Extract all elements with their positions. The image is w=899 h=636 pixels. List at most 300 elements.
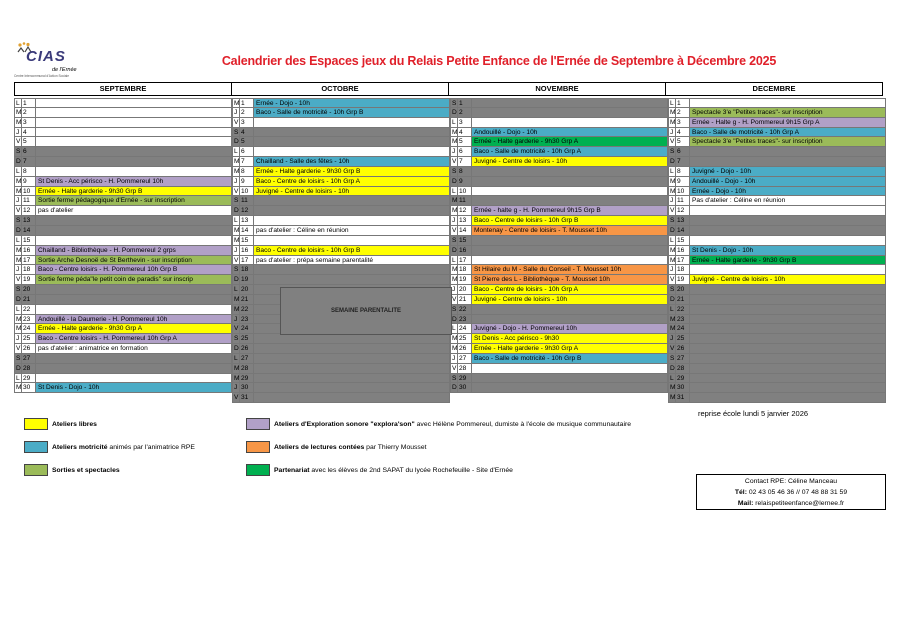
day-activity: [36, 137, 232, 146]
day-number: 21: [240, 295, 254, 304]
day-letter: M: [452, 138, 458, 146]
day-row: [232, 187, 450, 197]
day-row: [450, 305, 668, 315]
day-number: 25: [22, 334, 36, 343]
day-activity: [254, 137, 450, 146]
month-column-october: [232, 98, 450, 403]
day-letter: V: [16, 138, 21, 146]
day-number: 10: [676, 187, 690, 196]
day-activity: pas d'atelier : Céline en réunion: [254, 226, 450, 235]
day-activity: Andouillé - la Daumerie - H. Pommereul 10h: [36, 315, 232, 324]
day-number: 26: [458, 344, 472, 353]
day-row: [14, 177, 232, 187]
day-activity: [472, 374, 668, 383]
day-number: 20: [22, 285, 36, 294]
day-row: [14, 108, 232, 118]
day-row: [232, 275, 450, 285]
day-activity: [254, 364, 450, 373]
day-activity: Baco - Salle de motricité - 10h Grp A: [472, 147, 668, 156]
day-activity: [690, 334, 886, 343]
day-activity: Sortie ferme péda"le petit coin de paradis" sur inscrip: [36, 275, 232, 284]
day-row: [14, 295, 232, 305]
contact-mail: [697, 498, 885, 509]
day-number: 4: [676, 128, 690, 137]
day-letter: S: [670, 286, 675, 294]
day-row: [668, 305, 886, 315]
day-activity: Chailland - Bibliothèque - H. Pommereul 2 grps: [36, 246, 232, 255]
day-row: [232, 393, 450, 403]
day-letter: L: [14, 167, 22, 176]
day-letter: J: [14, 334, 22, 343]
day-number: 6: [676, 147, 690, 156]
day-letter: M: [16, 325, 22, 333]
day-row: [668, 265, 886, 275]
day-letter: V: [670, 345, 675, 353]
day-number: 2: [240, 108, 254, 117]
day-row: [668, 393, 886, 403]
day-activity: [254, 236, 450, 245]
day-row: [14, 285, 232, 295]
contact-mail-label: Mail:: [737, 500, 754, 507]
day-letter: M: [234, 236, 240, 244]
day-number: 21: [676, 295, 690, 304]
legend-label-bold: Sorties et spectacles: [52, 466, 120, 474]
day-row: [14, 344, 232, 354]
day-letter: S: [452, 305, 457, 313]
day-row: [450, 187, 668, 197]
day-row: [450, 137, 668, 147]
day-row: [232, 364, 450, 374]
day-number: 1: [676, 99, 690, 107]
day-number: 9: [240, 177, 254, 186]
day-activity: [472, 108, 668, 117]
day-letter: D: [234, 138, 239, 146]
day-activity: [690, 216, 886, 225]
day-row: [14, 315, 232, 325]
legend-label-rest: animés par l'animatrice RPE: [107, 443, 195, 451]
day-letter: L: [14, 374, 22, 383]
day-letter: L: [668, 99, 676, 107]
day-number: 30: [676, 383, 690, 392]
cias-logo: [14, 40, 94, 80]
day-activity: [36, 118, 232, 127]
day-number: 5: [458, 137, 472, 146]
day-letter: M: [670, 256, 676, 264]
day-activity: [36, 364, 232, 373]
day-number: 11: [458, 196, 472, 205]
day-letter: D: [452, 108, 457, 116]
day-number: 9: [458, 177, 472, 186]
day-number: 29: [676, 374, 690, 383]
day-activity: Ernée - Halte garderie - 9h30 Grp A: [36, 324, 232, 333]
day-letter: M: [452, 266, 458, 274]
day-activity: [36, 108, 232, 117]
day-number: 3: [458, 118, 472, 127]
day-row: [14, 236, 232, 246]
day-number: 29: [458, 374, 472, 383]
day-activity: [690, 305, 886, 314]
day-number: 8: [22, 167, 36, 176]
day-row: [14, 196, 232, 206]
day-number: 28: [458, 364, 472, 373]
day-row: [14, 206, 232, 216]
day-number: 30: [240, 383, 254, 392]
day-number: 10: [458, 187, 472, 196]
legend-label: [274, 444, 427, 451]
day-number: 22: [458, 305, 472, 314]
day-activity: [254, 147, 450, 156]
day-row: [232, 344, 450, 354]
day-letter: V: [452, 295, 457, 303]
day-letter: M: [16, 118, 22, 126]
day-row: [668, 315, 886, 325]
day-number: 19: [240, 275, 254, 284]
day-activity: [36, 157, 232, 166]
day-activity: Ernée - Halte garderie - 9h30 Grp B: [254, 167, 450, 176]
day-letter: M: [234, 167, 240, 175]
day-letter: M: [452, 345, 458, 353]
day-number: 27: [240, 354, 254, 363]
day-row: [14, 256, 232, 266]
day-row: [668, 206, 886, 216]
day-number: 23: [458, 315, 472, 324]
day-number: 17: [458, 256, 472, 265]
day-activity: [472, 118, 668, 127]
day-row: [14, 157, 232, 167]
legend-swatch: [24, 418, 48, 430]
day-row: [232, 98, 450, 108]
day-number: 5: [22, 137, 36, 146]
day-number: 10: [240, 187, 254, 196]
day-activity: pas d'atelier: [36, 206, 232, 215]
day-activity: [690, 285, 886, 294]
day-activity: [254, 383, 450, 392]
day-number: 22: [676, 305, 690, 314]
day-number: 14: [458, 226, 472, 235]
day-activity: Baco - Centre loisirs - H. Pommereul 10h Grp A: [36, 334, 232, 343]
day-activity: [36, 128, 232, 137]
day-letter: D: [16, 295, 21, 303]
day-number: 19: [676, 275, 690, 284]
day-row: [232, 118, 450, 128]
day-activity: Ernée - Dojo - 10h: [690, 187, 886, 196]
day-number: 12: [458, 206, 472, 215]
day-number: 12: [22, 206, 36, 215]
day-row: [668, 246, 886, 256]
semaine-parentalite-block: SEMAINE PARENTALITE: [280, 287, 452, 335]
day-letter: M: [16, 256, 22, 264]
day-letter: D: [670, 364, 675, 372]
day-activity: pas d'atelier : prépa semaine parentalité: [254, 256, 450, 265]
day-number: 25: [458, 334, 472, 343]
day-letter: V: [234, 325, 239, 333]
day-row: [232, 246, 450, 256]
day-activity: [472, 315, 668, 324]
day-activity: Andouillé - Dojo - 10h: [690, 177, 886, 186]
day-number: 20: [676, 285, 690, 294]
day-activity: Ernée - Halte garderie - 9h30 Grp A: [472, 344, 668, 353]
day-number: 15: [22, 236, 36, 245]
day-activity: Baco - Salle de motricité - 10h Grp A: [690, 128, 886, 137]
day-row: [450, 177, 668, 187]
contact-name: Contact RPE: Céline Manceau: [744, 478, 838, 485]
day-activity: Ernée - Halte garderie - 9h30 Grp B: [36, 187, 232, 196]
day-letter: M: [452, 335, 458, 343]
day-row: [14, 364, 232, 374]
day-activity: Sortie Arche Desnoë de St Berthevin - sur inscription: [36, 256, 232, 265]
day-activity: Pas d'atelier : Céline en réunion: [690, 196, 886, 205]
day-letter: D: [452, 246, 457, 254]
day-row: [232, 265, 450, 275]
day-row: [232, 383, 450, 393]
legend-item: [246, 441, 427, 453]
day-activity: Juvigné - Centre de loisirs - 10h: [472, 295, 668, 304]
day-number: 29: [240, 374, 254, 383]
day-activity: Baco - Centre de loisirs - 10h Grp A: [254, 177, 450, 186]
day-row: [668, 324, 886, 334]
day-row: [450, 157, 668, 167]
day-activity: [472, 236, 668, 245]
month-header-october: OCTOBRE: [231, 82, 449, 96]
day-number: 26: [22, 344, 36, 353]
day-number: 29: [22, 374, 36, 383]
day-letter: J: [668, 334, 676, 343]
legend-swatch: [246, 464, 270, 476]
day-activity: [254, 393, 450, 402]
day-number: 12: [676, 206, 690, 215]
day-activity: [472, 167, 668, 176]
day-number: 16: [676, 246, 690, 255]
day-number: 13: [240, 216, 254, 225]
day-activity: Baco - Centre loisirs - H. Pommereul 10h Grp B: [36, 265, 232, 274]
day-number: 15: [458, 236, 472, 245]
day-letter: M: [234, 100, 240, 107]
day-letter: J: [14, 265, 22, 274]
day-number: 28: [676, 364, 690, 373]
day-number: 5: [240, 137, 254, 146]
day-activity: [36, 226, 232, 235]
day-number: 9: [676, 177, 690, 186]
day-row: [450, 196, 668, 206]
day-letter: M: [16, 187, 22, 195]
day-row: [14, 137, 232, 147]
day-letter: L: [668, 374, 676, 383]
day-row: [450, 108, 668, 118]
day-activity: [472, 383, 668, 392]
day-letter: L: [232, 354, 240, 363]
day-activity: [254, 275, 450, 284]
day-letter: S: [452, 100, 457, 107]
day-letter: J: [450, 216, 458, 225]
day-row: [14, 334, 232, 344]
day-row: [232, 128, 450, 138]
day-number: 14: [676, 226, 690, 235]
day-number: 19: [22, 275, 36, 284]
day-row: [232, 256, 450, 266]
day-row: [14, 147, 232, 157]
day-letter: S: [452, 374, 457, 382]
day-letter: V: [670, 276, 675, 284]
day-number: 7: [240, 157, 254, 166]
day-row: [14, 187, 232, 197]
day-row: [668, 177, 886, 187]
day-letter: S: [670, 354, 675, 362]
day-letter: V: [234, 394, 239, 402]
day-activity: [36, 285, 232, 294]
day-letter: J: [668, 128, 676, 137]
contact-phone: [697, 487, 885, 498]
day-activity: Baco - Centre de loisirs - 10h Grp A: [472, 285, 668, 294]
day-letter: M: [234, 295, 240, 303]
day-row: [450, 236, 668, 246]
day-activity: [690, 295, 886, 304]
day-row: [668, 364, 886, 374]
day-activity: [254, 118, 450, 127]
day-row: [14, 246, 232, 256]
day-number: 12: [240, 206, 254, 215]
day-number: 4: [22, 128, 36, 137]
day-activity: [690, 99, 886, 107]
month-columns: [14, 98, 886, 403]
day-row: [668, 295, 886, 305]
day-number: 2: [676, 108, 690, 117]
day-row: [232, 226, 450, 236]
day-row: [668, 256, 886, 266]
day-number: 15: [240, 236, 254, 245]
legend-swatch: [246, 418, 270, 430]
day-row: [668, 374, 886, 384]
day-row: [450, 98, 668, 108]
day-letter: M: [670, 315, 676, 323]
legend-swatch: [24, 464, 48, 476]
day-activity: [690, 324, 886, 333]
day-letter: J: [14, 128, 22, 137]
day-number: 13: [676, 216, 690, 225]
day-letter: V: [670, 138, 675, 146]
day-activity: Ernée - halte g - H. Pommereul 9h15 Grp B: [472, 206, 668, 215]
day-row: [232, 236, 450, 246]
day-row: [450, 354, 668, 364]
day-row: [450, 128, 668, 138]
day-letter: M: [452, 207, 458, 215]
reprise-note: reprise école lundi 5 janvier 2026: [698, 409, 809, 418]
day-row: [668, 137, 886, 147]
day-letter: L: [450, 118, 458, 127]
day-activity: St Denis - Dojo - 10h: [690, 246, 886, 255]
day-row: [14, 118, 232, 128]
legend-item: [24, 441, 195, 453]
legend-item: [246, 418, 631, 430]
day-letter: J: [450, 354, 458, 363]
day-number: 13: [458, 216, 472, 225]
day-row: [14, 383, 232, 393]
day-letter: S: [16, 354, 21, 362]
day-row: [668, 187, 886, 197]
day-row: [450, 216, 668, 226]
day-number: 2: [22, 108, 36, 117]
day-number: 30: [22, 383, 36, 392]
day-number: 4: [240, 128, 254, 137]
day-number: 18: [22, 265, 36, 274]
day-letter: L: [450, 324, 458, 333]
day-number: 17: [240, 256, 254, 265]
legend-item: [246, 464, 513, 476]
day-row: [232, 206, 450, 216]
day-activity: [472, 187, 668, 196]
day-number: 26: [240, 344, 254, 353]
contact-phone-label: Tél:: [734, 489, 747, 496]
day-letter: S: [452, 167, 457, 175]
day-activity: St Hilaire du M - Salle du Conseil - T. Mousset 10h: [472, 265, 668, 274]
day-row: [450, 246, 668, 256]
day-activity: Ernée - Halte garderie - 9h30 Grp A: [472, 137, 668, 146]
day-number: 6: [240, 147, 254, 156]
day-row: [450, 285, 668, 295]
day-letter: D: [16, 364, 21, 372]
day-activity: Juvigné - Centre de loisirs - 10h: [472, 157, 668, 166]
day-letter: M: [16, 246, 22, 254]
day-activity: Baco - Centre de loisirs - 10h Grp B: [254, 246, 450, 255]
day-row: [668, 226, 886, 236]
day-number: 6: [458, 147, 472, 156]
day-row: [232, 216, 450, 226]
day-letter: M: [234, 158, 240, 166]
day-number: 25: [240, 334, 254, 343]
day-row: [450, 295, 668, 305]
day-number: 31: [676, 393, 690, 402]
day-row: [668, 157, 886, 167]
day-number: 25: [676, 334, 690, 343]
day-letter: D: [670, 226, 675, 234]
month-header-november: NOVEMBRE: [448, 82, 666, 96]
day-row: [232, 167, 450, 177]
month-column-november: [450, 98, 668, 403]
day-letter: V: [16, 207, 21, 215]
day-row: [450, 206, 668, 216]
day-letter: M: [670, 246, 676, 254]
day-letter: M: [16, 384, 22, 392]
legend-label-bold: Ateliers d'Exploration sonore "explora'son": [274, 420, 415, 428]
month-header-december: DECEMBRE: [665, 82, 883, 96]
day-number: 8: [240, 167, 254, 176]
day-row: [668, 118, 886, 128]
logo-caption: Centre Intercommunal d'Action Sociale: [14, 74, 69, 78]
day-activity: [472, 305, 668, 314]
day-row: [450, 275, 668, 285]
day-letter: D: [16, 226, 21, 234]
day-activity: [690, 354, 886, 363]
day-letter: V: [234, 187, 239, 195]
day-number: 14: [240, 226, 254, 235]
day-number: 20: [458, 285, 472, 294]
day-letter: D: [670, 295, 675, 303]
day-activity: [36, 216, 232, 225]
day-number: 16: [22, 246, 36, 255]
day-letter: V: [452, 226, 457, 234]
day-activity: [690, 265, 886, 274]
day-row: [668, 275, 886, 285]
month-header-row: [14, 82, 886, 96]
day-row: [14, 354, 232, 364]
day-letter: M: [670, 108, 676, 116]
day-number: 24: [240, 324, 254, 333]
day-activity: [690, 157, 886, 166]
day-row: [450, 315, 668, 325]
day-letter: M: [670, 325, 676, 333]
day-letter: S: [16, 217, 21, 225]
day-number: 3: [240, 118, 254, 127]
day-number: 4: [458, 128, 472, 137]
